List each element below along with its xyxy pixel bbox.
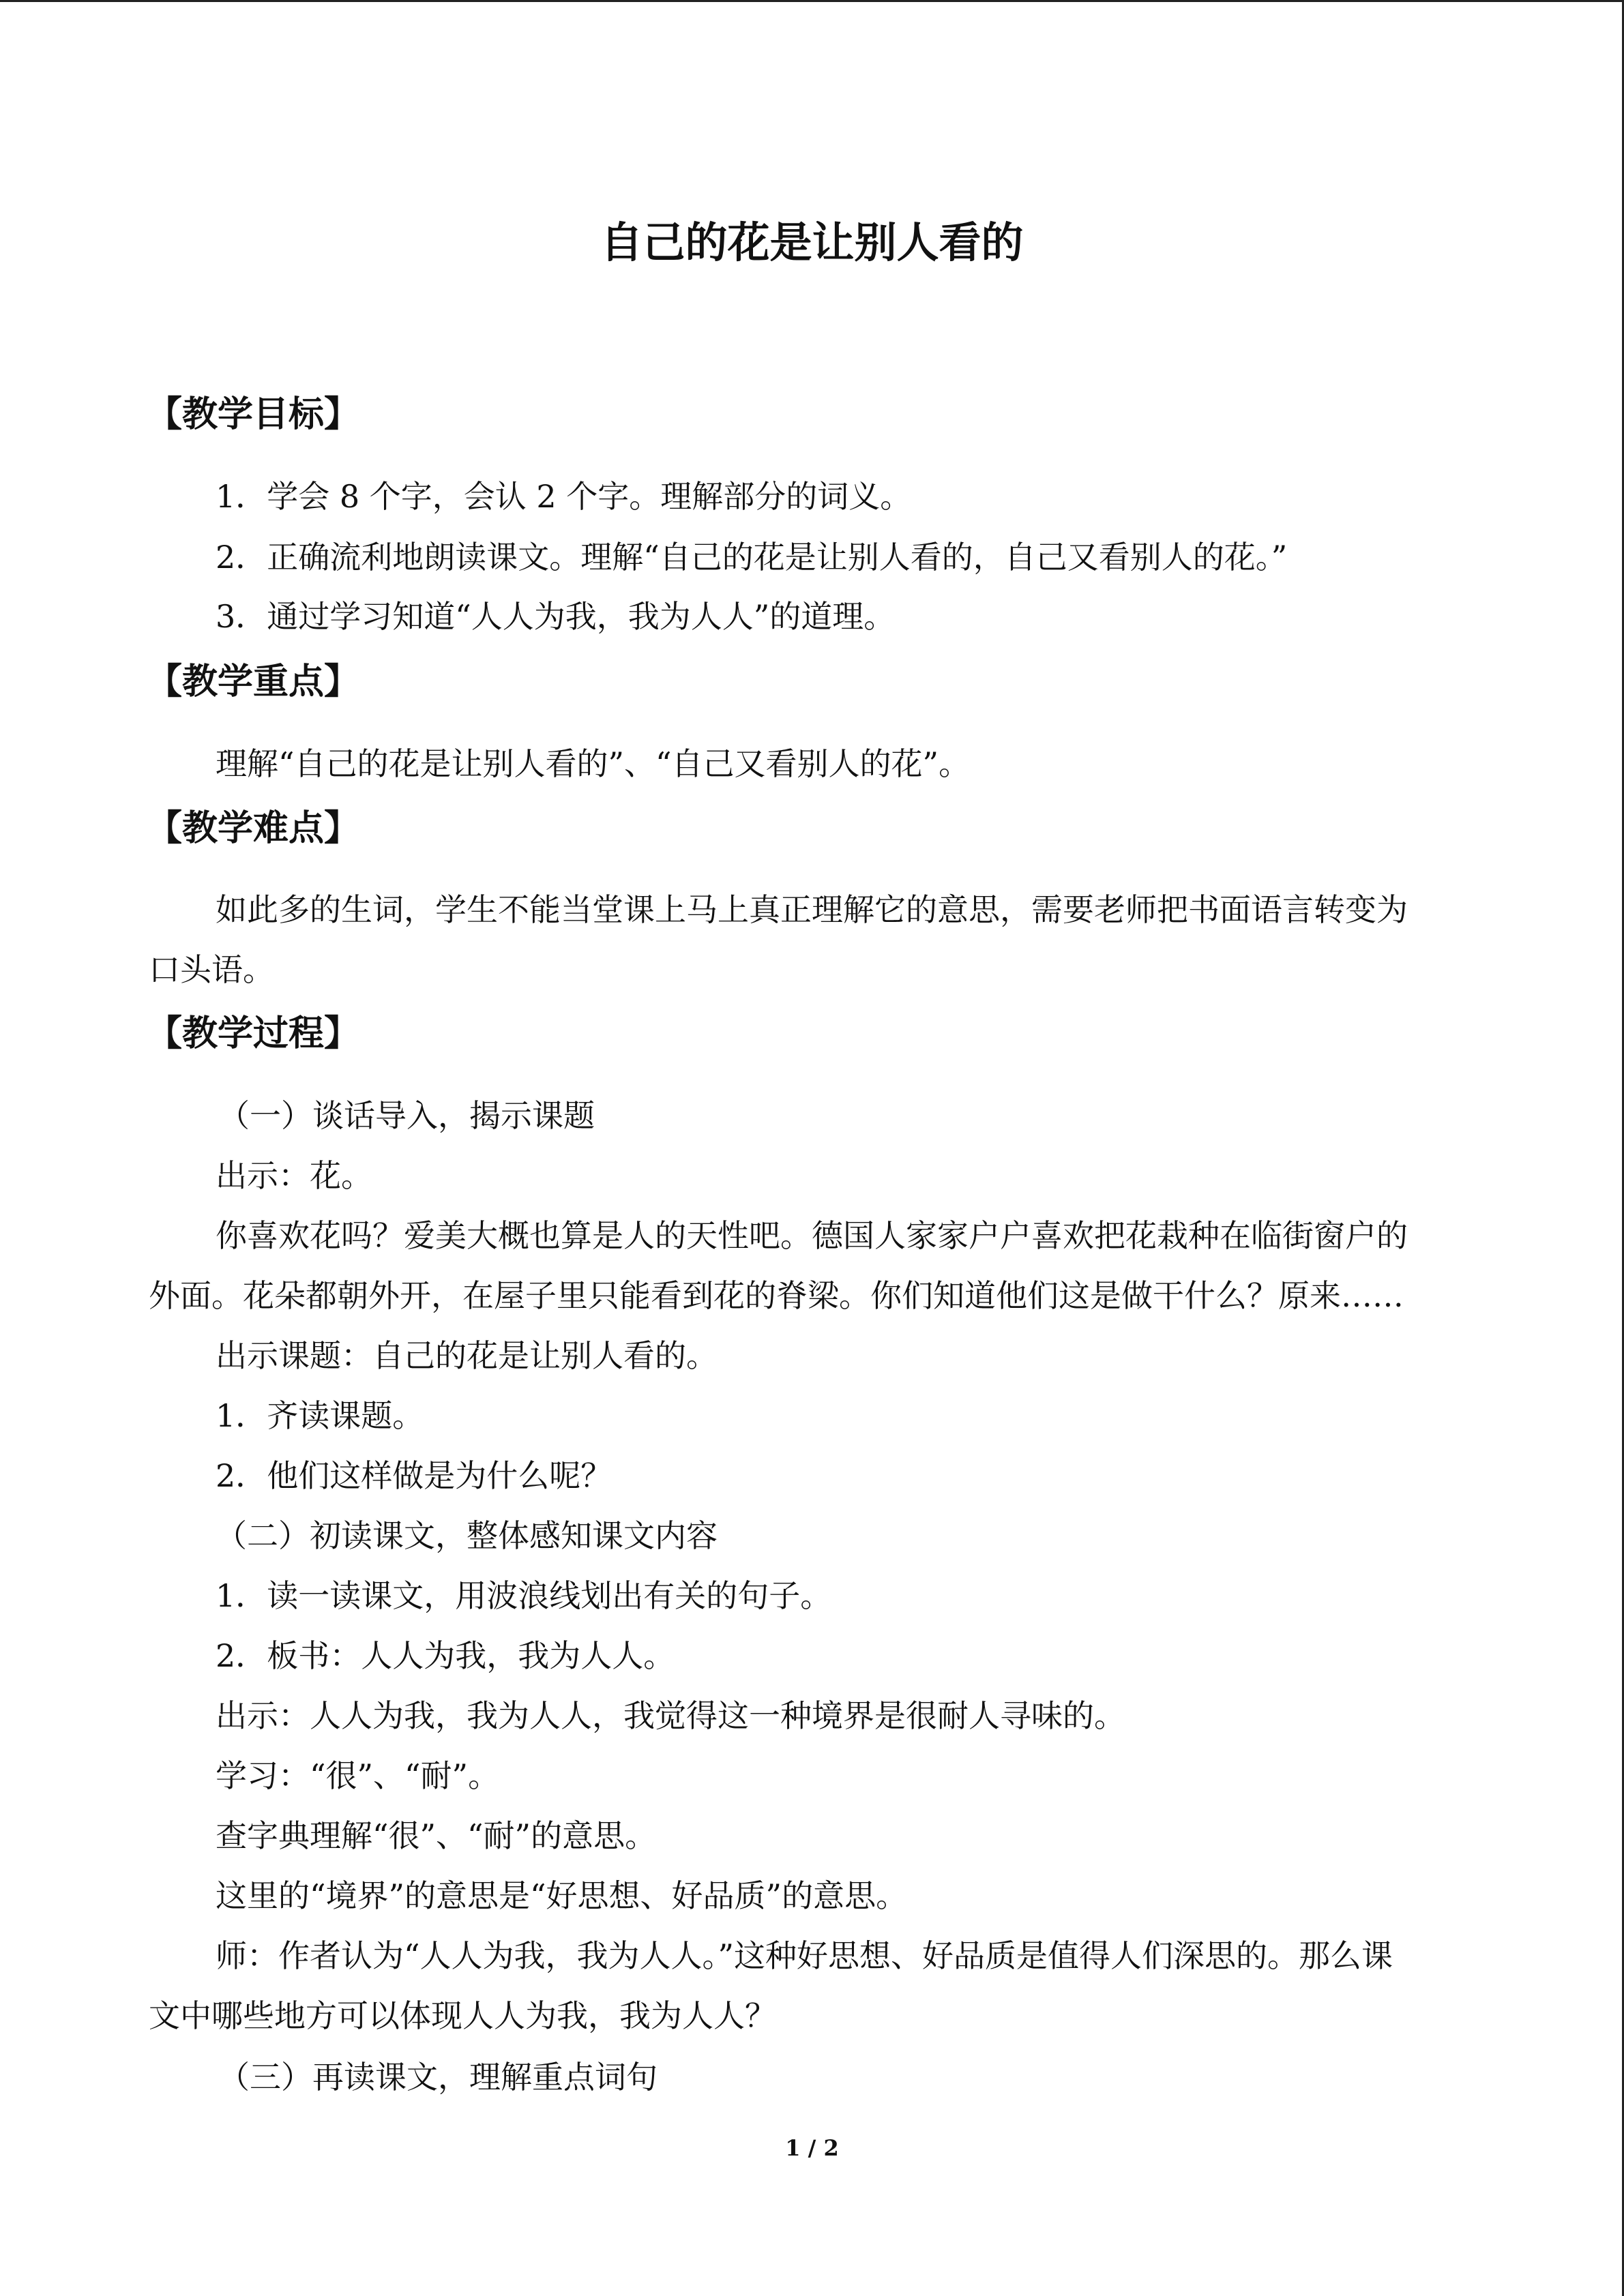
process-line: 学习：“很”、“耐”。 xyxy=(216,1757,500,1794)
objective-line: 2．正确流利地朗读课文。理解“自己的花是让别人看的，自己又看别人的花。” xyxy=(216,539,1288,576)
process-line: （一）谈话导入，揭示课题 xyxy=(218,1097,595,1134)
section-heading-objectives: 【教学目标】 xyxy=(147,393,360,435)
process-line: 出示：花。 xyxy=(216,1157,372,1194)
process-line: （三）再读课文，理解重点词句 xyxy=(218,2059,658,2096)
process-line: 师：作者认为“人人为我，我为人人。”这种好思想、好品质是值得人们深思的。那么课 xyxy=(216,1937,1393,1974)
process-line: 2．他们这样做是为什么呢？ xyxy=(216,1457,612,1494)
process-line: 出示课题：自己的花是让别人看的。 xyxy=(216,1337,718,1374)
process-line: 1．读一读课文，用波浪线划出有关的句子。 xyxy=(216,1577,832,1614)
difficulty-line: 口头语。 xyxy=(149,951,274,988)
section-heading-difficulties: 【教学难点】 xyxy=(147,807,360,849)
process-line: 1．齐读课题。 xyxy=(216,1397,424,1434)
process-line: 你喜欢花吗？爱美大概也算是人的天性吧。德国人家家户户喜欢把花栽种在临街窗户的 xyxy=(216,1217,1408,1254)
process-line: 查字典理解“很”、“耐”的意思。 xyxy=(216,1817,657,1854)
document-title: 自己的花是让别人看的 xyxy=(600,218,1024,267)
section-heading-process: 【教学过程】 xyxy=(147,1013,360,1054)
process-line: 出示：人人为我，我为人人，我觉得这一种境界是很耐人寻味的。 xyxy=(216,1697,1125,1734)
page-number: 1 / 2 xyxy=(785,2135,839,2161)
key-point-line: 理解“自己的花是让别人看的”、“自己又看别人的花”。 xyxy=(216,745,971,782)
difficulty-line: 如此多的生词，学生不能当堂课上马上真正理解它的意思，需要老师把书面语言转变为 xyxy=(216,891,1408,928)
section-heading-key-points: 【教学重点】 xyxy=(147,661,360,702)
objective-line: 1．学会 8 个字，会认 2 个字。理解部分的词义。 xyxy=(216,478,912,515)
process-line: 外面。花朵都朝外开，在屋子里只能看到花的脊梁。你们知道他们这是做干什么？原来…… xyxy=(149,1277,1404,1314)
process-line: 2．板书：人人为我，我为人人。 xyxy=(216,1637,675,1674)
process-line: 这里的“境界”的意思是“好思想、好品质”的意思。 xyxy=(216,1877,908,1914)
process-line: （二）初读课文，整体感知课文内容 xyxy=(216,1517,718,1554)
process-line: 文中哪些地方可以体现人人为我，我为人人？ xyxy=(149,1997,776,2034)
objective-line: 3．通过学习知道“人人为我，我为人人”的道理。 xyxy=(216,598,896,635)
